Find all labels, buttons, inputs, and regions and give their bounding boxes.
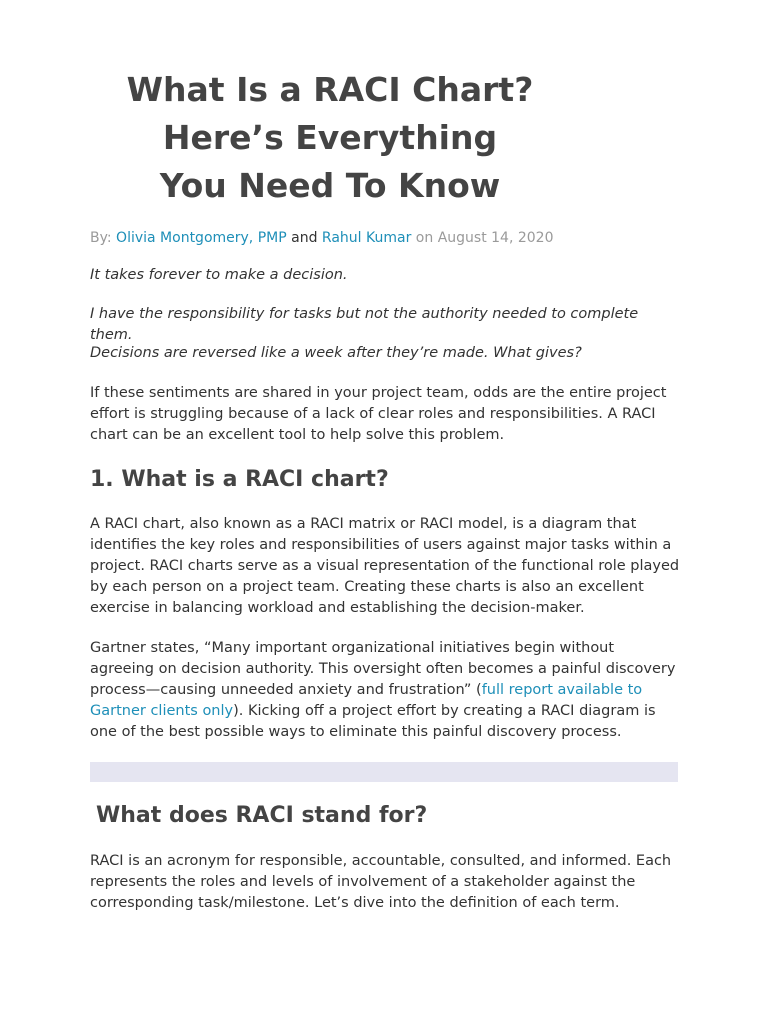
byline-date-prefix: on bbox=[415, 230, 434, 246]
section-heading-raci-stands-for: What does RACI stand for? bbox=[96, 803, 428, 828]
byline-joiner: and bbox=[291, 230, 318, 246]
title-line: What Is a RACI Chart? bbox=[126, 70, 534, 109]
gartner-report-link[interactable]: full report available to Gartner clients only bbox=[90, 682, 643, 719]
gartner-text-after: ). Kicking off a project effort by creating a RACI diagram is one of the best possible ways to eliminate this painful discovery process. bbox=[90, 703, 656, 740]
quote-2: I have the responsibility for tasks but not the authority needed to complete them. bbox=[90, 306, 639, 343]
publish-date: August 14, 2020 bbox=[437, 230, 554, 246]
byline bbox=[90, 228, 554, 248]
title-line: You Need To Know bbox=[159, 166, 501, 205]
gartner-text-before: Gartner states, “Many important organizational initiatives begin without agreeing on decision authority. This oversight often becomes a painful discovery process—causing unneeded anxiety and frustration” ( bbox=[90, 640, 676, 698]
section-heading-what-is-raci: 1. What is a RACI chart? bbox=[90, 467, 389, 492]
byline-prefix: By: bbox=[90, 230, 112, 246]
paragraph-acronym: RACI is an acronym for responsible, accountable, consulted, and informed. Each represents the roles and levels of involvement of a stakeholder against the corresponding task/milestone. Let’s dive into the definition of each term. bbox=[90, 853, 672, 911]
paragraph-definition: A RACI chart, also known as a RACI matrix or RACI model, is a diagram that identifies the key roles and responsibilities of users against major tasks within a project. RACI charts serve as a visual representation of the functional role played by each person on a project team. Creating these charts is also an excellent exercise in balancing workload and establishing the decision-maker. bbox=[90, 516, 680, 616]
author-link[interactable]: Rahul Kumar bbox=[321, 230, 412, 246]
title-line: Here’s Everything bbox=[162, 118, 498, 157]
quote-1: It takes forever to make a decision. bbox=[90, 267, 348, 283]
paragraph-gartner bbox=[90, 638, 680, 743]
section-divider-band bbox=[90, 762, 678, 782]
quote-3: Decisions are reversed like a week after they’re made. What gives? bbox=[90, 345, 582, 361]
intro-paragraph: If these sentiments are shared in your project team, odds are the entire project effort is struggling because of a lack of clear roles and responsibilities. A RACI chart can be an excellent tool to help solve this problem. bbox=[90, 385, 667, 443]
author-link[interactable]: Olivia Montgomery, PMP bbox=[116, 230, 287, 246]
article-title bbox=[90, 66, 570, 210]
